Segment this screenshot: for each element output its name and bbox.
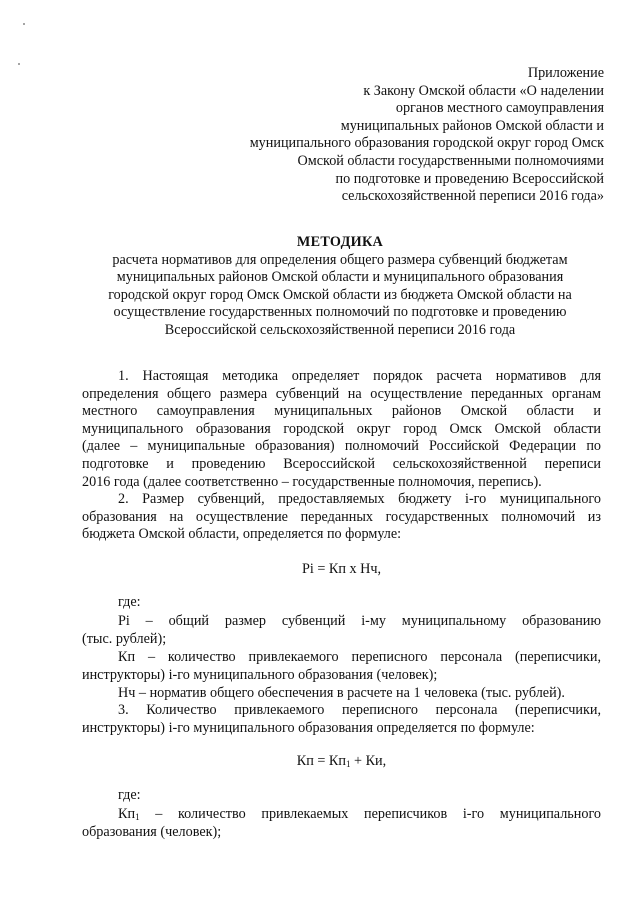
where-label	[82, 594, 601, 612]
definition-line	[82, 806, 601, 824]
definition-line: Pi – общий размер субвенций i-му муниципальному образованию	[118, 613, 601, 629]
paragraph-line: 3. Количество привлекаемого переписного персонала (переписчики,	[118, 702, 601, 718]
appendix-line: к Закону Омской области «О наделении	[363, 82, 604, 99]
formula-lhs: Кп = Кп	[296, 753, 346, 769]
paragraph-1	[82, 368, 601, 491]
appendix-line: Омской области государственными полномочиями	[297, 152, 604, 169]
appendix-line: муниципальных районов Омской области и	[340, 117, 604, 134]
definition-pi	[82, 613, 601, 648]
appendix-line: органов местного самоуправления	[395, 100, 604, 117]
where-text: где:	[118, 787, 141, 803]
definition-line: образования (человек);	[82, 823, 222, 840]
appendix-block	[196, 65, 604, 206]
definition-kp	[82, 649, 601, 684]
where-label-2	[82, 787, 601, 805]
paragraph-line: инструкторы) i-го муниципального образования определяется по формуле:	[82, 719, 535, 736]
appendix-line: по подготовке и проведению Всероссийской	[335, 170, 604, 187]
definition-line: инструкторы) i-го муниципального образования (человек);	[82, 666, 438, 683]
definition-text: – количество привлекаемых переписчиков i-го муниципального	[139, 806, 601, 822]
definition-nch	[82, 685, 601, 703]
paragraph-line: 2016 года (далее соответственно – государственные полномочия, перепись).	[82, 473, 542, 490]
paragraph-line: местного самоуправления муниципальных районов Омской области и	[82, 403, 601, 420]
formula-subscript: 1	[346, 759, 351, 769]
paragraph-line: подготовке и проведению Всероссийской сельскохозяйственной переписи	[82, 455, 601, 472]
heading-line: осуществление государственных полномочий по подготовке и проведению	[113, 304, 567, 321]
formula-kp	[82, 753, 601, 771]
paragraph-line: 1. Настоящая методика определяет порядок расчета нормативов для	[118, 368, 601, 384]
term-kp: Кп	[118, 806, 136, 822]
appendix-line: Приложение	[527, 65, 604, 81]
document-title: МЕТОДИКА	[296, 234, 384, 250]
paragraph-line: образования на осуществление переданных государственных полномочий из	[82, 508, 601, 525]
heading-line: расчета нормативов для определения общего размера субвенций бюджетам	[112, 251, 568, 268]
methodology-heading	[60, 234, 620, 340]
definition-line: Нч – норматив общего обеспечения в расчете на 1 человека (тыс. рублей).	[118, 685, 565, 701]
definition-line: (тыс. рублей);	[82, 630, 167, 647]
definition-line: Кп – количество привлекаемого переписного персонала (переписчики,	[118, 649, 601, 665]
heading-line: муниципальных районов Омской области и муниципального образования	[116, 269, 564, 286]
appendix-line: сельскохозяйственной переписи 2016 года»	[341, 188, 604, 205]
paragraph-line: определения общего размера субвенций на осуществление переданных органам	[82, 385, 601, 402]
paragraph-2	[82, 491, 601, 544]
paragraph-line: (далее – муниципальные образования) полномочий Российской Федерации по	[82, 438, 601, 455]
where-text: где:	[118, 594, 141, 610]
paragraph-line: муниципального образования городской округ город Омск Омской области	[82, 420, 601, 437]
heading-line: городской округ город Омск Омской области из бюджета Омской области на	[108, 286, 572, 303]
scan-dot	[23, 23, 25, 25]
paragraph-line: бюджета Омской области, определяется по формуле:	[82, 526, 402, 543]
formula-rhs: + Ки,	[350, 753, 387, 769]
term-subscript: 1	[135, 812, 140, 822]
paragraph-3	[82, 702, 601, 737]
formula-pi: Pi = Кп х Нч,	[301, 561, 382, 577]
paragraph-line: 2. Размер субвенций, предоставляемых бюджету i-го муниципального	[118, 491, 601, 507]
scan-dot	[18, 63, 20, 65]
heading-line: Всероссийской сельскохозяйственной переписи 2016 года	[164, 321, 516, 338]
definition-kp1	[82, 806, 601, 841]
appendix-line: муниципального образования городской округ город Омск	[249, 135, 604, 152]
